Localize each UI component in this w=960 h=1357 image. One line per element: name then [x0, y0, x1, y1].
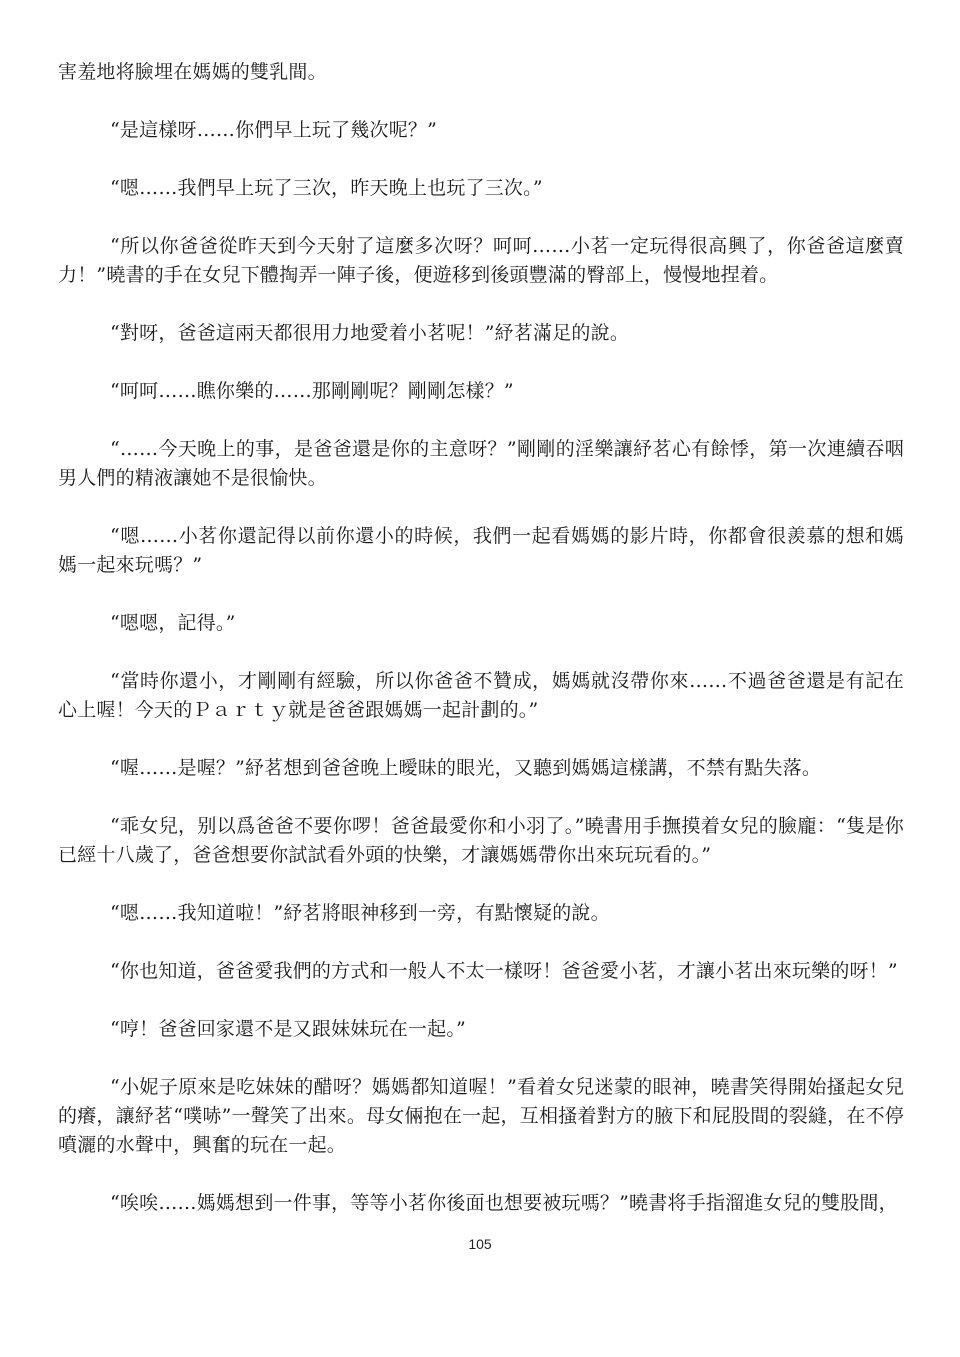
paragraph: 害羞地将臉埋在媽媽的雙乳間。	[58, 61, 327, 83]
paragraph: “是這樣呀……你們早上玩了幾次呢？”	[110, 119, 438, 141]
paragraph: “乖女兒，别以爲爸爸不要你啰！爸爸最愛你和小羽了。”曉書用手撫摸着女兒的臉龐：“隻是你已經十八歲了，爸爸想要你試試看外頭的快樂，才讓媽媽帶你出來玩玩看的。”	[58, 815, 904, 866]
paragraph: “嗯……我們早上玩了三次，昨天晚上也玩了三次。”	[110, 177, 543, 199]
paragraph: “對呀，爸爸這兩天都很用力地愛着小茗呢！”紓茗滿足的說。	[110, 322, 630, 344]
paragraph: “呵呵……瞧你樂的……那剛剛呢？剛剛怎樣？”	[110, 380, 514, 402]
paragraph: “所以你爸爸從昨天到今天射了這麼多次呀？呵呵……小茗一定玩得很高興了，你爸爸這麼賣力！”曉書的手在女兒下體掏弄一陣子後，便遊移到後頭豐滿的臀部上，慢慢地捏着。	[58, 235, 904, 286]
paragraph: “當時你還小，才剛剛有經驗，所以你爸爸不贊成，媽媽就沒帶你來……不過爸爸還是有記在心上喔！今天的Ｐａｒｔｙ就是爸爸跟媽媽一起計劃的。”	[58, 670, 904, 721]
paragraph: “嗯……我知道啦！”紓茗將眼神移到一旁，有點懷疑的說。	[110, 902, 610, 924]
paragraph: “嗯嗯，記得。”	[110, 612, 236, 634]
paragraph: “小妮子原來是吃妹妹的醋呀？媽媽都知道喔！”看着女兒迷蒙的眼神，曉書笑得開始搔起女兒的癢，讓紓茗“噗哧”一聲笑了出來。母女倆抱在一起，互相搔着對方的腋下和屁股間的裂縫，在不停噴灑的水聲中，興奮的玩在一起。	[58, 1076, 904, 1156]
paragraph: “你也知道，爸爸愛我們的方式和一般人不太一樣呀！爸爸愛小茗，才讓小茗出來玩樂的呀！”	[110, 960, 898, 982]
paragraph: “喔……是喔？”紓茗想到爸爸晚上曖昧的眼光，又聽到媽媽這樣講，不禁有點失落。	[110, 757, 822, 779]
paragraph: “嗯……小茗你還記得以前你還小的時候，我們一起看媽媽的影片時，你都會很羨慕的想和媽媽一起來玩嗎？”	[58, 525, 904, 576]
paragraph: “哼！爸爸回家還不是又跟妹妹玩在一起。”	[110, 1018, 466, 1040]
page-number: 105	[468, 1236, 492, 1252]
paragraph: “唉唉……媽媽想到一件事，等等小茗你後面也想要被玩嗎？”曉書将手指溜進女兒的雙股間，	[110, 1192, 898, 1214]
page-body	[58, 58, 904, 1247]
paragraph: “……今天晚上的事，是爸爸還是你的主意呀？”剛剛的淫樂讓紓茗心有餘悸，第一次連續吞咽男人們的精液讓她不是很愉快。	[58, 438, 904, 489]
